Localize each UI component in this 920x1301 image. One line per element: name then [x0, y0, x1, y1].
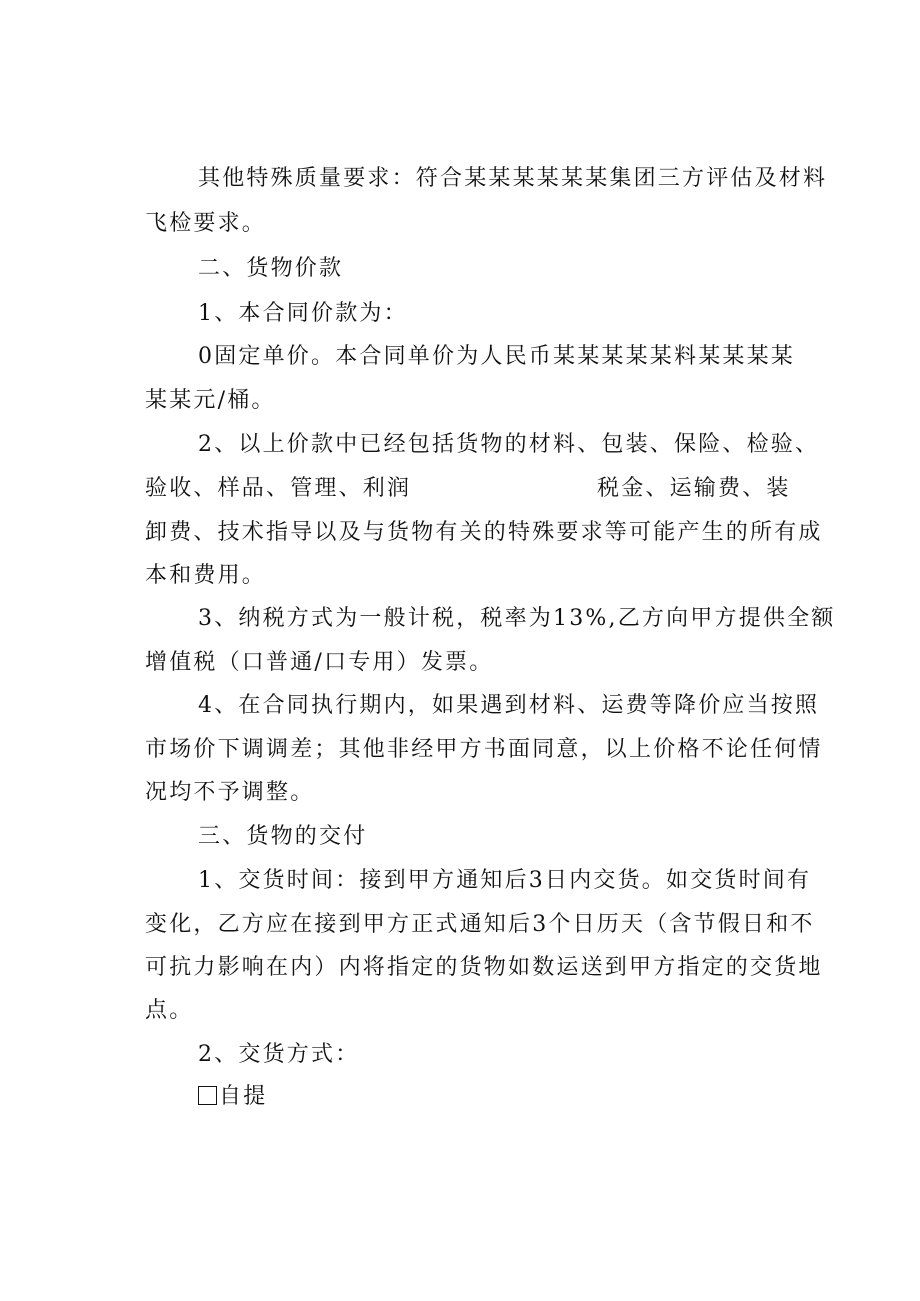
- delivery-item1-line2: 变化，乙方应在接到甲方正式通知后3个日历天（含节假日和不: [145, 912, 815, 937]
- price-item2-line4: 本和费用。: [145, 563, 267, 588]
- price-item4-line3: 况均不予调整。: [145, 780, 315, 805]
- delivery-item1-line1: 1、交货时间：接到甲方通知后3日内交货。如交货时间有: [198, 868, 812, 893]
- price-item2-line2: [145, 474, 791, 504]
- section-heading-price: 二、货物价款: [198, 256, 344, 281]
- section-heading-delivery: 三、货物的交付: [198, 824, 368, 849]
- price-item3-line1: 3、纳税方式为一般计税，税率为13%,乙方向甲方提供全额: [198, 606, 836, 631]
- price-item1-label: 1、本合同价款为：: [198, 301, 408, 326]
- price-item2-line1: 2、以上价款中已经包括货物的材料、包装、保险、检验、: [198, 432, 820, 457]
- fixed-unit-price-line2: 某某元/桶。: [145, 388, 276, 413]
- price-item4-line1: 4、在合同执行期内，如果遇到材料、运费等降价应当按照: [198, 693, 820, 718]
- self-pickup-label: 自提: [219, 1084, 268, 1109]
- checkbox-empty-icon[interactable]: [198, 1086, 217, 1105]
- price-item2-line2-left: 验收、样品、管理、利润: [145, 476, 412, 501]
- price-item2-line3: 卸费、技术指导以及与货物有关的特殊要求等可能产生的所有成: [145, 520, 823, 545]
- price-item3-line2: 增值税（口普通/口专用）发票。: [145, 650, 494, 675]
- delivery-item1-line4: 点。: [145, 998, 194, 1023]
- fixed-unit-price-line1: 0固定单价。本合同单价为人民币某某某某某料某某某某: [198, 344, 795, 369]
- delivery-item1-line3: 可抗力影响在内）内将指定的货物如数运送到甲方指定的交货地: [145, 955, 823, 980]
- delivery-method-label: 2、交货方式：: [198, 1042, 360, 1067]
- price-item4-line2: 市场价下调调差；其他非经甲方书面同意，以上价格不论任何情: [145, 737, 823, 762]
- price-item2-line2-right: 税金、运输费、装: [597, 476, 791, 501]
- delivery-option-self-pickup[interactable]: [198, 1082, 267, 1112]
- quality-requirement-line2: 飞检要求。: [145, 211, 267, 236]
- quality-requirement-line1: 其他特殊质量要求：符合某某某某某某集团三方评估及材料: [198, 166, 828, 191]
